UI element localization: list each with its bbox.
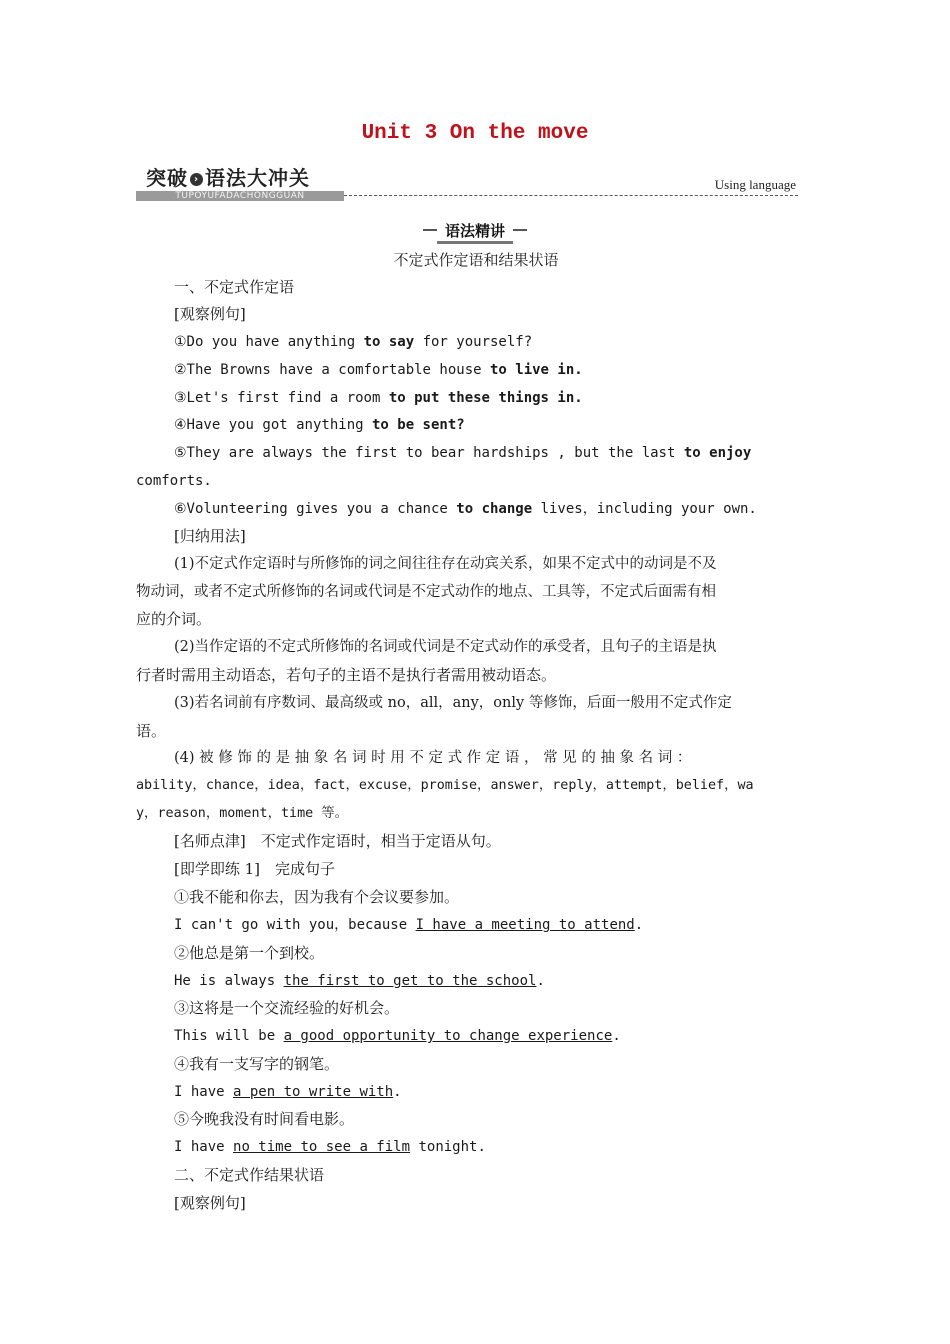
example-highlight: to live in. (489, 362, 583, 378)
exercise-text: He is always (174, 973, 284, 989)
page-title: Unit 3 On the move (361, 122, 589, 145)
example-text: ⑥Volunteering gives you a chance (174, 501, 457, 517)
exercise-text: . (634, 917, 644, 933)
exercise-answer-line (174, 1026, 854, 1046)
rule-4-line-2: ability，chance，idea，fact，excuse，promise，answer，reply，attempt，belief，wa (136, 778, 754, 793)
exercise-answer: no time to see a film (233, 1139, 411, 1155)
exercise-text: tonight. (410, 1139, 486, 1155)
section-banner (136, 162, 798, 202)
observe-label: [观察例句] (174, 305, 246, 323)
exercise-text: I have (174, 1139, 234, 1155)
example-text: ③Let's first find a room (174, 390, 389, 406)
section-subtitle: 不定式作定语和结果状语 (393, 251, 559, 269)
example-3 (174, 388, 854, 408)
rule-1-line-1: (1)不定式作定语时与所修饰的词之间往往存在动宾关系，如果不定式中的动词是不及 (174, 556, 717, 572)
example-5-cont: comforts. (136, 473, 212, 489)
section-label: 语法精讲 (437, 220, 513, 244)
example-6 (174, 499, 854, 519)
banner-title-part1: 突破 (146, 166, 188, 190)
exercise-answer-line (174, 971, 854, 991)
exercise-text: I can't go with you，because (174, 917, 416, 933)
exercise-answer: a good opportunity to change experience (283, 1028, 613, 1044)
banner-divider (344, 195, 798, 196)
rule-4-line-1: (4) 被 修 饰 的 是 抽 象 名 词 时 用 不 定 式 作 定 语 ， 常 见 的 抽 象 名 词 ： (174, 750, 692, 766)
example-highlight: to say (363, 334, 415, 350)
chevron-right-icon: › (190, 173, 203, 186)
example-1 (174, 332, 854, 352)
example-text: ⑤They are always the first to bear hardships , but the last (174, 445, 684, 461)
example-5 (174, 443, 816, 463)
rule-4-line-3: y，reason，moment，time 等。 (136, 806, 349, 821)
banner-title (146, 162, 310, 191)
example-highlight: to change (456, 501, 533, 517)
exercise-prompt: ③这将是一个交流经验的好机会。 (174, 999, 400, 1017)
rule-2-line-1: (2)当作定语的不定式所修饰的名词或代词是不定式动作的承受者，且句子的主语是执 (174, 639, 717, 655)
section-label-box (0, 220, 950, 244)
exercise-text: This will be (174, 1028, 284, 1044)
exercise-text: . (612, 1028, 621, 1044)
exercise-answer-line (174, 1082, 854, 1102)
example-2 (174, 360, 854, 380)
exercise-prompt: ④我有一支写字的钢笔。 (174, 1055, 340, 1073)
exercise-text: . (393, 1084, 402, 1100)
rule-1-line-3: 应的介词。 (136, 610, 212, 628)
example-text: ①Do you have anything (174, 334, 364, 350)
exercise-answer: the first to get to the school (283, 973, 537, 989)
example-highlight: to put these things in. (388, 390, 583, 406)
example-text: ②The Browns have a comfortable house (174, 362, 490, 378)
exercise-answer-line (174, 1137, 854, 1157)
example-text: for yourself? (414, 334, 533, 350)
banner-pinyin: TUPOYUFADACHONGGUAN (136, 191, 344, 201)
rule-3-line-2: 语。 (136, 722, 167, 740)
exercise-prompt: ②他总是第一个到校。 (174, 944, 325, 962)
exercise-answer: I have a meeting to attend (415, 917, 635, 933)
banner-section-name: Using language (714, 177, 796, 192)
part2-heading: 二、不定式作结果状语 (174, 1166, 325, 1184)
observe-label-2: [观察例句] (174, 1194, 246, 1212)
banner-title-part2: 语法大冲关 (205, 166, 310, 190)
example-highlight: to be sent? (371, 417, 465, 433)
example-highlight: to enjoy (683, 445, 752, 461)
example-4 (174, 415, 854, 435)
exercise-prompt: ①我不能和你去，因为我有个会议要参加。 (174, 888, 460, 906)
example-text: lives，including your own. (532, 501, 757, 517)
exercise-text: I have (174, 1084, 234, 1100)
rule-3-line-1: (3)若名词前有序数词、最高级或 no，all，any，only 等修饰，后面一般用不定式作定 (174, 695, 732, 711)
example-text: ④Have you got anything (174, 417, 372, 433)
exercise-answer-line (174, 915, 854, 935)
summary-label: [归纳用法] (174, 527, 246, 545)
exercise-answer: a pen to write with (233, 1084, 394, 1100)
rule-2-line-2: 行者时需用主动语态，若句子的主语不是执行者需用被动语态。 (136, 666, 557, 684)
teacher-tip: [名师点津] 不定式作定语时，相当于定语从句。 (174, 832, 501, 850)
exercise-text: . (536, 973, 545, 989)
exercise-prompt: ⑤今晚我没有时间看电影。 (174, 1110, 355, 1128)
rule-1-line-2: 物动词，或者不定式所修饰的名词或代词是不定式动作的地点、工具等，不定式后面需有相 (136, 584, 716, 600)
part1-heading: 一、不定式作定语 (174, 278, 295, 296)
exercise-label: [即学即练 1] 完成句子 (174, 860, 336, 878)
